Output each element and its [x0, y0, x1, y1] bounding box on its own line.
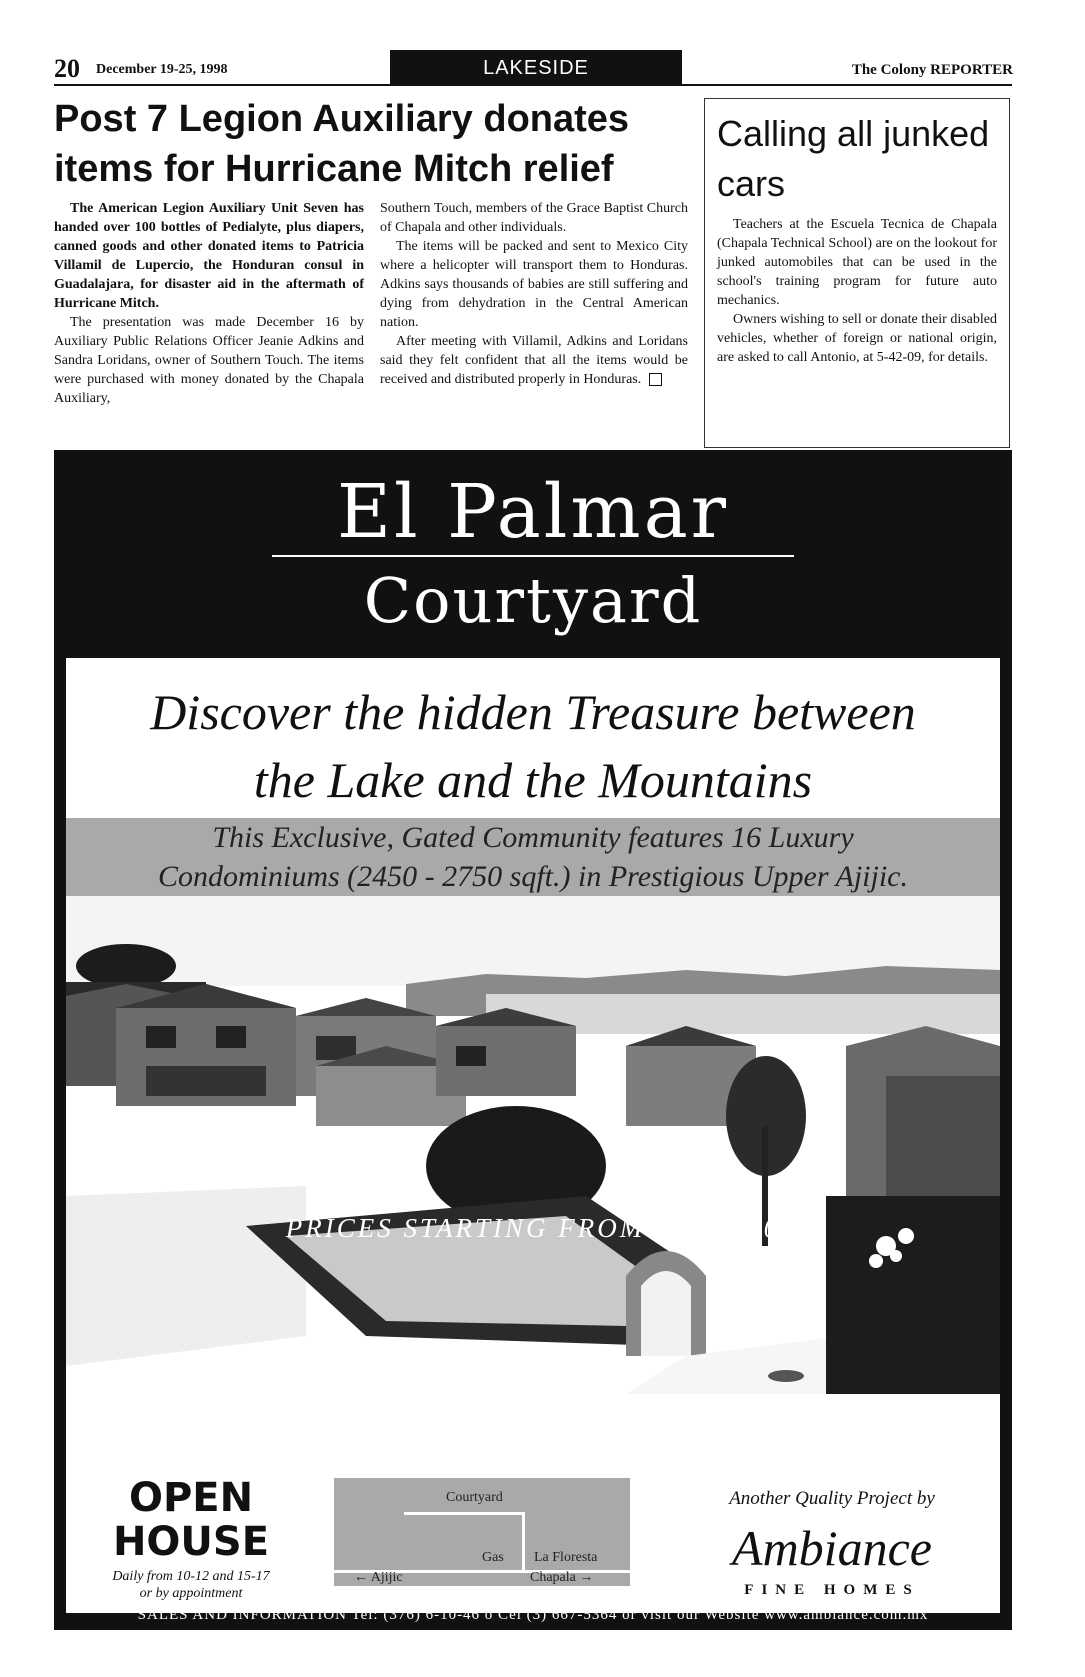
end-mark-icon [649, 373, 662, 386]
sidebar-paragraph: Teachers at the Escuela Tecnica de Chapala (Chapala Technical School) are on the lookout for junked automobiles that can be used in the school's training program for future auto mechanics. [717, 217, 997, 308]
ad-features [66, 818, 1000, 896]
map-label-chapala [530, 1570, 593, 1586]
ad-lower-panel [66, 1458, 1000, 1601]
sidebar-title: Calling all junked cars [717, 113, 990, 204]
ambiance-logo: Ambiance [732, 1520, 932, 1576]
ad-tagline-line-2: the Lake and the Mountains [253, 752, 813, 808]
article-headline: Post 7 Legion Auxiliary donates items for Hurricane Mitch relief [54, 98, 630, 190]
el-palmar-ad [54, 450, 1012, 1630]
article-paragraph-text: After meeting with Villamil, Adkins and Loridans said they felt confident that all the items would be received and distributed properly in Honduras. [380, 334, 688, 387]
quality-line: Another Quality Project by [729, 1488, 935, 1509]
map-road [522, 1512, 525, 1572]
map-label-courtyard: Courtyard [446, 1490, 503, 1505]
location-map [334, 1478, 630, 1586]
header-rule [54, 84, 1012, 86]
sidebar-paragraph: Owners wishing to sell or donate their disabled vehicles, whether of foreign or national origin, are asked to call Antonio, at 5-42-09, for details. [717, 312, 998, 365]
article-lead-paragraph: The American Legion Auxiliary Unit Seven has handed over 100 bottles of Pedialyte, plus diapers, canned goods and other donated items to Patricia Villamil de Lupercio, the Honduran consul in Guadalajara, for disaster aid in the aftermath of Hurricane Mitch. [54, 201, 364, 311]
article-paragraph: The presentation was made December 16 by Auxiliary Public Relations Officer Jeanie Adkins and Sandra Loridans, owner of Southern Touch. The items were purchased with money donated by the Chapala Auxiliary, [54, 315, 364, 406]
sales-info: SALES AND INFORMATION Tel: (376) 6-10-46 o Cel (3) 667-5364 or visit our Website www.ambiance.com.mx [137, 1607, 929, 1623]
arrow-right-icon: → [575, 1570, 594, 1585]
map-label-chapala-text: Chapala [530, 1570, 576, 1585]
map-label-la-floresta: La Floresta [534, 1550, 598, 1565]
ad-features-line-1: This Exclusive, Gated Community features 16 Luxury [212, 821, 854, 854]
condominium-photo [66, 896, 1000, 1394]
ad-tagline [66, 678, 1000, 814]
prices-bar [54, 1210, 1012, 1246]
ad-features-line-2: Condominiums (2450 - 2750 sqft.) in Prestigious Upper Ajijic. [158, 860, 908, 893]
map-road [404, 1512, 524, 1515]
article-paragraph-final [380, 332, 688, 389]
ad-title-rule [272, 555, 794, 557]
open-hours-line-2: or by appointment [139, 1586, 243, 1601]
open-house-heading [76, 1476, 306, 1564]
article-paragraph: Southern Touch, members of the Grace Baptist Church of Chapala and other individuals. [380, 201, 688, 235]
map-label-ajijic-text: Ajijic [370, 1570, 403, 1585]
map-label-gas: Gas [482, 1550, 504, 1565]
open-house-line-1: OPEN [128, 1475, 254, 1521]
issue-date: December 19-25, 1998 [96, 62, 228, 77]
page-number: 20 [54, 54, 80, 83]
section-banner: LAKESIDE [390, 50, 682, 86]
open-house-hours [76, 1568, 306, 1602]
arrow-left-icon: ← [354, 1570, 371, 1585]
prices-text: PRICES STARTING FROM $172.000 [285, 1213, 781, 1243]
sidebar-box [704, 98, 1010, 448]
ambiance-subline: FINE HOMES [744, 1582, 920, 1598]
article-paragraph: The items will be packed and sent to Mexico City where a helicopter will transport them to Honduras. Adkins says thousands of babies are still suffering and dying from dehydration in the Central American nation. [380, 239, 688, 330]
map-label-ajijic [354, 1570, 403, 1586]
article-column-2 [380, 199, 688, 389]
article-column-1 [54, 199, 364, 408]
ad-title: El Palmar [336, 469, 730, 555]
open-hours-line-1: Daily from 10-12 and 15-17 [112, 1569, 270, 1584]
open-house-line-2: HOUSE [112, 1519, 270, 1565]
ad-subtitle: Courtyard [363, 564, 703, 637]
ad-tagline-line-1: Discover the hidden Treasure between [150, 684, 916, 740]
paper-name: The Colony REPORTER [851, 62, 1013, 78]
